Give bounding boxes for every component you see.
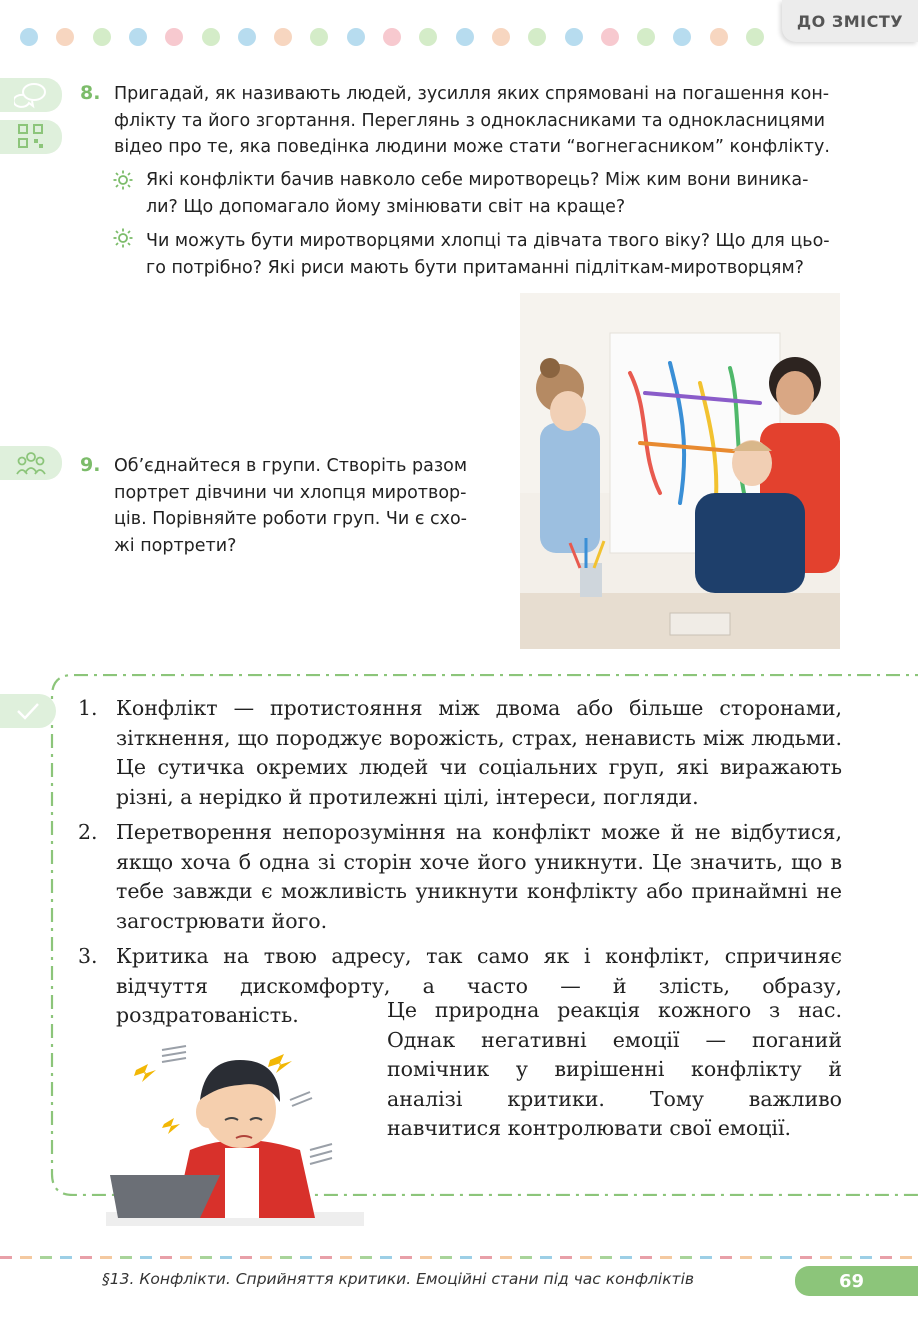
decorative-dash [780,1256,792,1259]
decorative-dash [20,1256,32,1259]
task-8-text [114,81,844,161]
item-number: 2. [78,820,98,844]
sun-bullet-icon [113,228,133,248]
text-line: Які конфлікти бачив навколо себе миротворець? Між ким вони виника- [146,170,809,190]
decorative-dot [20,28,38,46]
checkmark-icon [14,700,42,722]
decorative-dash [880,1256,892,1259]
decorative-dot [456,28,474,46]
decorative-dot [93,28,111,46]
decorative-dot [528,28,546,46]
decorative-dots [20,28,780,48]
decorative-dash [680,1256,692,1259]
decorative-dash [640,1256,652,1259]
decorative-dot [238,28,256,46]
video-tab[interactable] [0,120,62,154]
decorative-dash [520,1256,532,1259]
decorative-dash [500,1256,512,1259]
text-line: відео про те, яка поведінка людини може стати “вогнегасником” конфлікту. [114,137,830,157]
decorative-dot [129,28,147,46]
decorative-dot [347,28,365,46]
decorative-dash [280,1256,292,1259]
decorative-dash [860,1256,872,1259]
summary-list [78,694,842,1037]
question-2 [146,228,846,281]
text-line: Пригадай, як називають людей, зусилля яких спрямовані на погашення кон- [114,84,830,104]
decorative-dash [720,1256,732,1259]
qr-code-icon [16,123,46,151]
decorative-dash [340,1256,352,1259]
decorative-dash [40,1256,52,1259]
decorative-dash [120,1256,132,1259]
decorative-dash [0,1256,12,1259]
decorative-dash [400,1256,412,1259]
chapter-footer: §13. Конфлікти. Сприйняття критики. Емоційні стани під час конфліктів [102,1270,695,1288]
decorative-dashed-line [0,1256,918,1260]
decorative-dash [460,1256,472,1259]
decorative-dash [300,1256,312,1259]
decorative-dash [200,1256,212,1259]
text-line: ців. Порівняйте роботи груп. Чи є схо- [114,509,467,529]
decorative-dash [260,1256,272,1259]
decorative-dot [165,28,183,46]
decorative-dash [820,1256,832,1259]
summary-tab [0,694,56,728]
decorative-dash [180,1256,192,1259]
item-text: Перетворення непорозуміння на конфлікт може й не відбутися, якщо хоча б одна зі сторін хоче його уникнути. Це значить, що в тебе завжди є можливість уникнути конфлікту або принаймні не загострювати його. [116,820,842,933]
decorative-dash [320,1256,332,1259]
item-number: 1. [78,696,98,720]
group-work-tab [0,446,62,480]
decorative-dash [900,1256,912,1259]
decorative-dot [492,28,510,46]
decorative-dot [601,28,619,46]
chat-bubbles-icon [14,81,48,109]
decorative-dot [746,28,764,46]
stressed-boy-illustration [100,1040,370,1230]
text-line: ли? Що допомагало йому змінювати світ на краще? [146,196,626,217]
task-number: 8. [80,82,101,104]
item-3-continuation: Це природна реакція кожного з нас. Однак негативні емоції — поганий помічник у вирішенні конфлікту й аналізі критики. Тому важливо навчитися контролювати свої емоції. [387,998,842,1140]
decorative-dash [60,1256,72,1259]
item-number: 3. [78,944,98,968]
decorative-dash [740,1256,752,1259]
decorative-dot [56,28,74,46]
decorative-dot [710,28,728,46]
text-line: Чи можуть бути миротворцями хлопці та дівчата твого віку? Що для цьо- [146,231,830,251]
text-line: портрет дівчини чи хлопця миротвор- [114,482,467,503]
decorative-dash [540,1256,552,1259]
task-number: 9. [80,454,101,476]
decorative-dot [310,28,328,46]
decorative-dash [440,1256,452,1259]
text-line: го потрібно? Які риси мають бути притаманні підліткам-миротворцям? [146,257,804,278]
decorative-dash [100,1256,112,1259]
decorative-dot [565,28,583,46]
decorative-dash [620,1256,632,1259]
table-of-contents-button[interactable]: ДО ЗМІСТУ [782,0,918,42]
decorative-dash [580,1256,592,1259]
decorative-dot [673,28,691,46]
text-line: Об’єднайтеся в групи. Створіть разом [114,456,468,476]
decorative-dash [480,1256,492,1259]
decorative-dash [80,1256,92,1259]
children-drawing-photo [520,293,840,649]
decorative-dash [420,1256,432,1259]
decorative-dot [419,28,437,46]
decorative-dash [600,1256,612,1259]
list-item [78,694,842,812]
decorative-dash [800,1256,812,1259]
text-line: флікту та його згортання. Переглянь з однокласниками та однокласницями [114,110,826,131]
list-item [78,818,842,936]
decorative-dash [840,1256,852,1259]
question-1 [146,167,846,220]
decorative-dash [140,1256,152,1259]
sun-bullet-icon [113,170,133,190]
decorative-dash [240,1256,252,1259]
decorative-dash [660,1256,672,1259]
decorative-dash [160,1256,172,1259]
item-text: Конфлікт — протистояння між двома або більше сторонами, зіткнення, що породжує ворожість, страх, ненависть між людьми. Це сутичка окремих людей чи соціальних груп, які виражають різні, а нерідко й протилежні цілі, інтереси, погляди. [116,696,842,809]
decorative-dot [274,28,292,46]
decorative-dot [202,28,220,46]
text-line: жі портрети? [114,535,237,556]
decorative-dash [220,1256,232,1259]
task-9-text [114,453,494,559]
decorative-dash [380,1256,392,1259]
page-number: 69 [795,1266,918,1296]
item-text: Критика на твою адресу, так само як і конфлікт, спричиняє відчуття дискомфорту, а часто — й злість, образу, роздратованість. [116,944,842,1027]
decorative-dash [700,1256,712,1259]
decorative-dash [360,1256,372,1259]
decorative-dash [560,1256,572,1259]
decorative-dash [760,1256,772,1259]
discussion-tab [0,78,62,112]
decorative-dot [383,28,401,46]
group-people-icon [14,449,48,477]
decorative-dot [637,28,655,46]
